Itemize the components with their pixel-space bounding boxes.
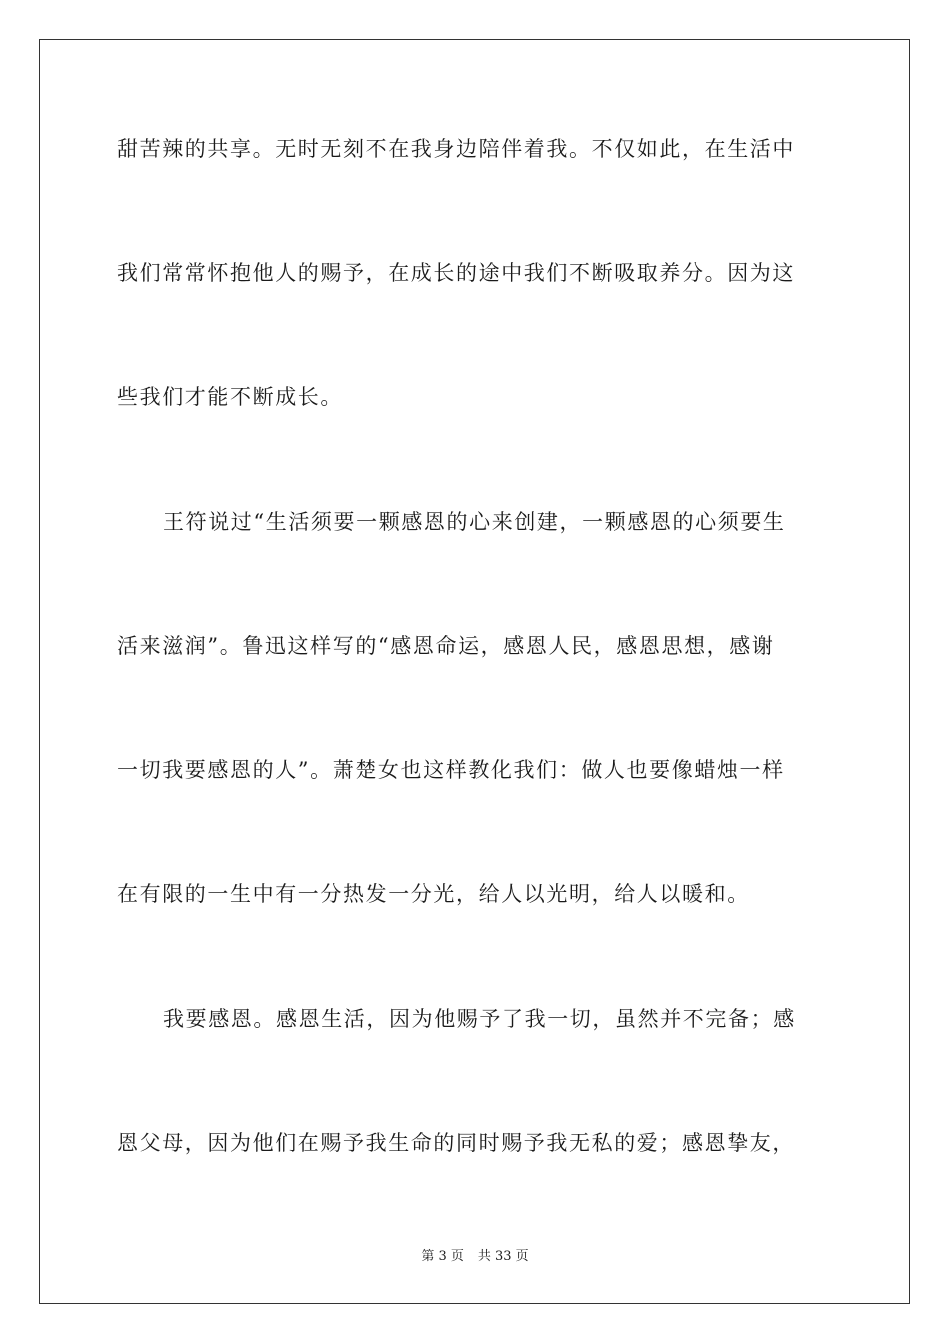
text-line-7: 在有限的一生中有一分热发一分光，给人以光明，给人以暖和。 [117, 882, 750, 906]
text-line-2: 我们常常怀抱他人的赐予，在成长的途中我们不断吸取养分。因为这 [117, 261, 795, 285]
page-footer [0, 1249, 950, 1265]
page-number: 第 3 页 [421, 1249, 464, 1264]
page-total: 共 33 页 [477, 1249, 529, 1264]
text-line-1: 甜苦辣的共享。无时无刻不在我身边陪伴着我。不仅如此，在生活中 [117, 137, 795, 161]
text-line-5: 活来滋润”。鲁迅这样写的“感恩命运，感恩人民，感恩思想，感谢 [117, 634, 775, 658]
page-border [39, 39, 910, 1304]
text-line-9: 恩父母，因为他们在赐予我生命的同时赐予我无私的爱；感恩挚友， [117, 1131, 795, 1155]
text-line-8: 我要感恩。感恩生活，因为他赐予了我一切，虽然并不完备；感 [163, 1007, 796, 1031]
text-line-3: 些我们才能不断成长。 [117, 385, 343, 409]
text-line-6: 一切我要感恩的人”。萧楚女也这样教化我们：做人也要像蜡烛一样 [117, 758, 785, 782]
text-line-4: 王符说过“生活须要一颗感恩的心来创建，一颗感恩的心须要生 [163, 510, 786, 534]
